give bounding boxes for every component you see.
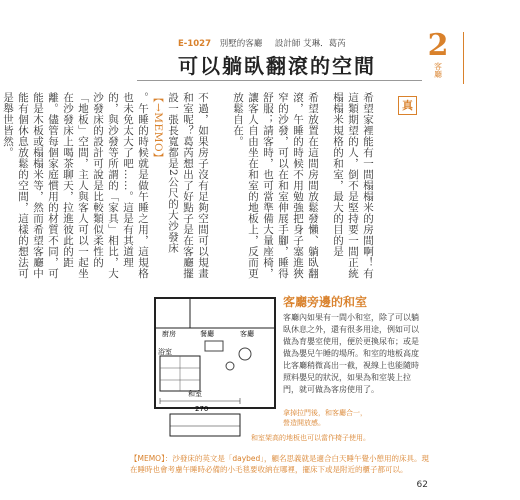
callout-sliding-door: 拿掉拉門後，和客廳合一，營造開放感。 xyxy=(283,409,367,427)
plan-label-living: 客廳 xyxy=(240,330,254,338)
title-divider xyxy=(137,80,422,81)
plan-label-dining: 餐廳 xyxy=(200,330,214,338)
page-number: 62 xyxy=(416,480,428,490)
body-column-1: 希望家裡能有一間榻榻米的房間啊！有這類期望的人，倒不是堅持要一間正統榻榻米規格的和室，最大的目的是 xyxy=(332,92,374,279)
plan-dimension: 270 xyxy=(195,405,209,413)
plan-label-bath: 浴室 xyxy=(158,348,172,356)
page-title: 可以躺臥翻滾的空間 xyxy=(178,54,376,78)
sidebar-paragraph: 客廳內如果有一間小和室，除了可以躺臥休息之外，還有很多用途，例如可以做為育嬰室使用，便於更換尿布；或是做為嬰兒午睡的場所。和室的地板高度比客廳稍微高出一截，視線上也能隨時照料嬰兒的狀況，如果為和室裝上拉門，就可做為客房使用了。 xyxy=(283,313,419,394)
body-column-4: 。午睡的時候就是做午睡之用，這規格也未免太大了吧……。這是有其道理的，與沙發等所謂的「家具」相比，大沙發床的設計可說是比較類似柔性的「地板」空間，主人與客人可以一起坐在沙發床上喝茶聊天，拉進彼此的距離。儘管每個家庭慣用的材質不同，可能是木板或榻榻米等，然而希望客廳中能有個休息放鬆的空間，這樣的想法可是舉世皆然。 xyxy=(2,92,149,279)
body-column-2: 希望放置在這間房間放鬆發懶、躺臥翻滾，午睡的時候不用勉強把身子塞進狹窄的沙發，可以在和室伸展手腳，睡得舒服；請客時，也可當準備大量座椅，讓客人自由坐在和室的地板上，反而更放鬆自在。 xyxy=(232,92,319,279)
memo-reference: 【→MEMO】 xyxy=(152,92,164,164)
page-header xyxy=(178,37,423,49)
floor-plan-drawing xyxy=(150,296,300,446)
project-category: 別墅的客廳 xyxy=(219,39,263,49)
intro-badge: 真 xyxy=(398,96,417,115)
memo-note: 【MEMO】：沙發床的英文是「daybed」，顧名思義就是適合白天睡午覺小憩用的床具。現在睡時也會考慮午睡時必備的小毛毯要收納在哪裡，擺床下或是附近的櫃子都可以。 xyxy=(130,454,430,474)
floor-plan xyxy=(150,296,300,446)
chapter-marker xyxy=(418,30,458,78)
plan-label-kitchen: 廚房 xyxy=(162,330,176,338)
body-column-3-text: 不過，如果房子沒有足夠空間可以規畫和室呢？葛芮想出了好點子是在客廳擺設一張長寬都是2公尺的大沙發床 xyxy=(167,92,209,279)
chapter-divider xyxy=(463,32,464,84)
callout-raised-floor: 和室架高的地板也可以當作椅子使用。 xyxy=(251,434,370,442)
sidebar-title: 客廳旁邊的和室 xyxy=(283,295,368,309)
project-code: E-1027 xyxy=(178,39,211,49)
designer-name: 設計師 艾琳．葛芮 xyxy=(274,39,346,49)
chapter-name: 客廳 xyxy=(433,62,443,78)
plan-label-washitsu: 和室 xyxy=(188,390,202,398)
body-column-3 xyxy=(152,92,210,282)
chapter-number: 2 xyxy=(427,28,449,63)
sidebar-text xyxy=(283,312,423,396)
